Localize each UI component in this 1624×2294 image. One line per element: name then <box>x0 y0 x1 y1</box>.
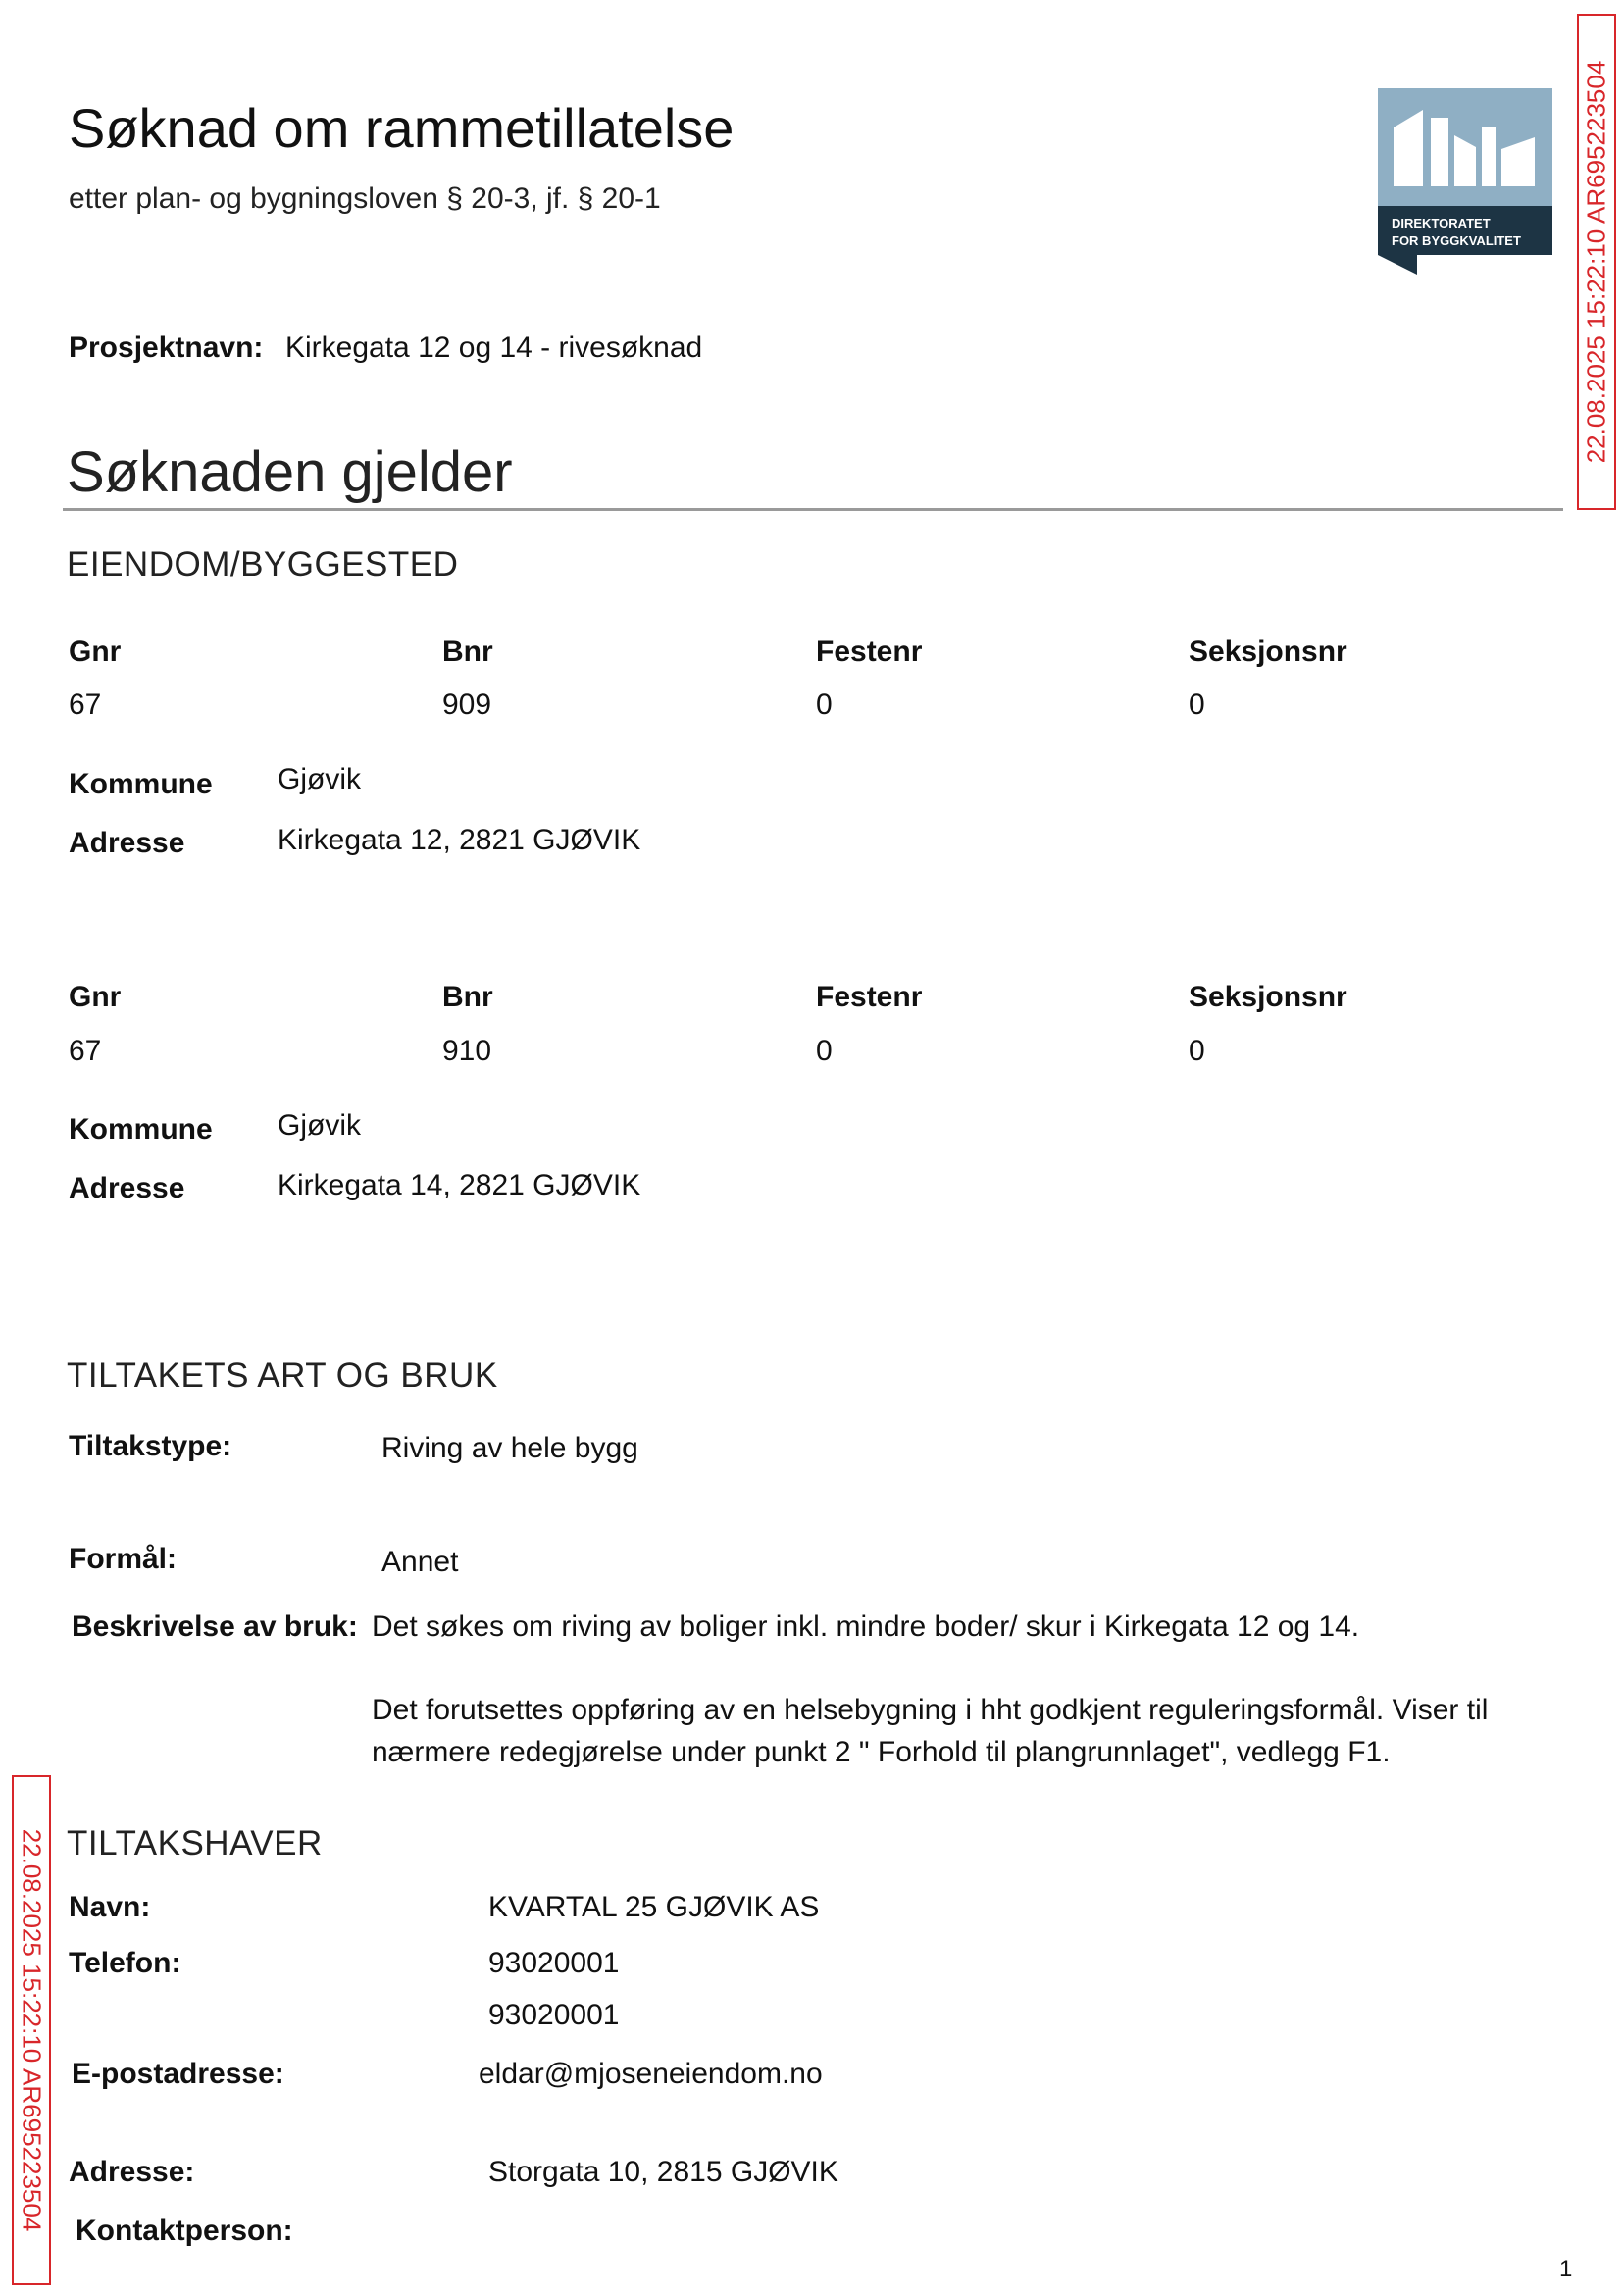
formal-value: Annet <box>381 1546 459 1578</box>
dibk-logo-icon <box>1378 88 1552 275</box>
adresse-value: Kirkegata 12, 2821 GJØVIK <box>278 824 641 856</box>
seksjonsnr-label: Seksjonsnr <box>1189 981 1347 1013</box>
tiltakshaver-heading: TILTAKSHAVER <box>67 1824 323 1862</box>
kommune-value: Gjøvik <box>278 1109 361 1142</box>
tiltakstype-label: Tiltakstype: <box>69 1430 232 1462</box>
navn-value: KVARTAL 25 GJØVIK AS <box>488 1891 820 1923</box>
bnr-value: 909 <box>442 688 492 721</box>
logo-line2: FOR BYGGKVALITET <box>1392 233 1521 248</box>
logo-line1: DIREKTORATET <box>1392 216 1491 230</box>
beskrivelse-label: Beskrivelse av bruk: <box>72 1610 358 1643</box>
navn-label: Navn: <box>69 1891 151 1923</box>
telefon-value-1: 93020001 <box>488 1947 620 1979</box>
seksjonsnr-value: 0 <box>1189 688 1205 721</box>
bnr-label: Bnr <box>442 981 493 1013</box>
adresse-value-owner: Storgata 10, 2815 GJØVIK <box>488 2156 838 2188</box>
dibk-logo <box>1378 88 1552 275</box>
property-heading: EIENDOM/BYGGESTED <box>67 545 459 584</box>
gnr-value: 67 <box>69 688 102 721</box>
project-label: Prosjektnavn: <box>69 331 264 364</box>
document-subtitle: etter plan- og bygningsloven § 20-3, jf. § 20-1 <box>69 182 661 215</box>
tiltak-heading: TILTAKETS ART OG BRUK <box>67 1356 498 1395</box>
document-title: Søknad om rammetillatelse <box>69 97 735 159</box>
kontaktperson-label: Kontaktperson: <box>76 2215 293 2247</box>
formal-label: Formål: <box>69 1543 178 1575</box>
festenr-value: 0 <box>816 688 833 721</box>
stamp-text-top: 22.08.2025 15:22:10 AR695223504 <box>1581 60 1611 464</box>
telefon-label: Telefon: <box>69 1947 181 1979</box>
bnr-value: 910 <box>442 1035 492 1067</box>
project-value: Kirkegata 12 og 14 - rivesøknad <box>285 331 703 364</box>
beskrivelse-paragraph-2b: nærmere redegjørelse under punkt 2 " Forhold til plangrunnlaget", vedlegg F1. <box>372 1736 1391 1768</box>
section-title: Søknaden gjelder <box>67 440 513 504</box>
beskrivelse-paragraph-1: Det søkes om riving av boliger inkl. mindre boder/ skur i Kirkegata 12 og 14. <box>372 1610 1360 1643</box>
seksjonsnr-label: Seksjonsnr <box>1189 636 1347 668</box>
epost-value[interactable]: eldar@mjoseneiendom.no <box>479 2058 823 2090</box>
section-divider <box>63 508 1563 511</box>
timestamp-stamp-bottom <box>12 1775 51 2285</box>
adresse-value: Kirkegata 14, 2821 GJØVIK <box>278 1169 641 1201</box>
gnr-label: Gnr <box>69 636 122 668</box>
telefon-value-2: 93020001 <box>488 1999 620 2031</box>
festenr-label: Festenr <box>816 636 923 668</box>
bnr-label: Bnr <box>442 636 493 668</box>
festenr-label: Festenr <box>816 981 923 1013</box>
timestamp-stamp-top <box>1577 14 1616 510</box>
page-number: 1 <box>1559 2256 1573 2282</box>
festenr-value: 0 <box>816 1035 833 1067</box>
gnr-value: 67 <box>69 1035 102 1067</box>
stamp-text-bottom: 22.08.2025 15:22:10 AR695223504 <box>17 1828 47 2232</box>
beskrivelse-paragraph-2a: Det forutsettes oppføring av en helsebygning i hht godkjent reguleringsformål. Viser til <box>372 1694 1489 1726</box>
seksjonsnr-value: 0 <box>1189 1035 1205 1067</box>
adresse-label: Adresse <box>69 827 185 859</box>
adresse-label-owner: Adresse: <box>69 2156 195 2188</box>
kommune-value: Gjøvik <box>278 763 361 795</box>
epost-label: E-postadresse: <box>72 2058 284 2090</box>
gnr-label: Gnr <box>69 981 122 1013</box>
tiltakstype-value: Riving av hele bygg <box>381 1432 638 1464</box>
kommune-label: Kommune <box>69 1113 213 1146</box>
kommune-label: Kommune <box>69 768 213 800</box>
adresse-label: Adresse <box>69 1172 185 1204</box>
